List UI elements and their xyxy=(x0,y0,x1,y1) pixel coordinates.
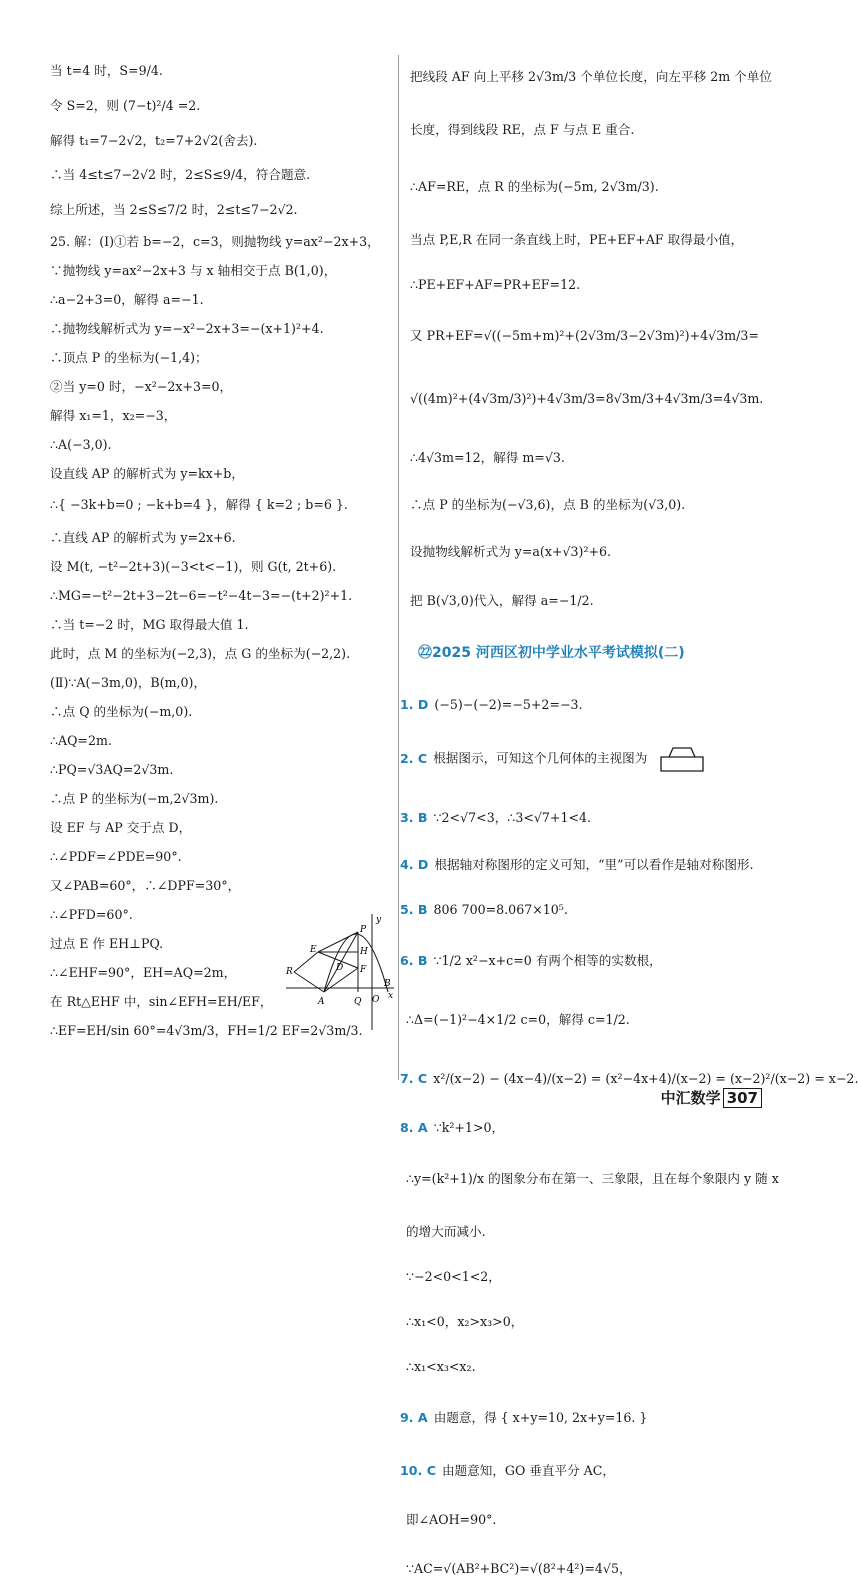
label-h: H xyxy=(360,947,368,957)
solution-line: 过点 E 作 EH⊥PQ. xyxy=(50,936,164,951)
solution-line: ∴抛物线解析式为 y=−x²−2x+3=−(x+1)²+4. xyxy=(50,321,324,336)
solution-line: ∴当 t=−2 时，MG 取得最大值 1. xyxy=(50,617,249,632)
solution-line: ∴当 4≤t≤7−2√2 时，2≤S≤9/4，符合题意. xyxy=(50,167,311,182)
answer-line xyxy=(400,696,750,713)
answer-label: 10. C xyxy=(400,1463,436,1478)
problem-25-heading: 25. 解：(Ⅰ)①若 b=−2，c=3，则抛物线 y=ax²−2x+3， xyxy=(50,234,380,249)
answer-text: ∵2<√7<3，∴3<√7+1<4. xyxy=(433,810,592,825)
label-a: A xyxy=(318,997,325,1007)
solution-line: ∴a−2+3=0，解得 a=−1. xyxy=(50,292,204,307)
solution-line: 设 EF 与 AP 交于点 D， xyxy=(50,820,192,835)
answer-text: x²/(x−2) − (4x−4)/(x−2) = (x²−4x+4)/(x−2) = (x−2)²/(x−2) = x−2. xyxy=(433,1071,858,1086)
footer-brand: 中汇数学 xyxy=(660,1089,721,1107)
answer-label: 6. B xyxy=(400,953,428,968)
answer-text: ∵AC=√(AB²+BC²)=√(8²+4²)=4√5， xyxy=(406,1561,632,1576)
left-column xyxy=(50,62,390,1038)
answer-line xyxy=(400,901,750,918)
solution-line: √((4m)²+(4√3m/3)²)+4√3m/3=8√3m/3+4√3m/3=4√3m. xyxy=(410,391,764,406)
solution-line: 设 M(t, −t²−2t+3)(−3<t<−1)，则 G(t, 2t+6). xyxy=(50,559,337,574)
label-b: B xyxy=(384,979,391,989)
answer-line xyxy=(400,1462,750,1479)
answer-text: ∴x₁<x₃<x₂. xyxy=(406,1359,476,1374)
label-r: R xyxy=(286,967,293,977)
solution-line: 令 S=2，则 (7−t)²/4 =2. xyxy=(50,98,201,113)
parabola xyxy=(324,934,388,992)
answer-text: 即∠AOH=90°. xyxy=(406,1512,497,1527)
answer-text: ∴y=(k²+1)/x 的图象分布在第一、三象限，且在每个象限内 y 随 x xyxy=(406,1171,779,1186)
answer-text: ∵1/2 x²−x+c=0 有两个相等的实数根， xyxy=(433,953,662,968)
line-re xyxy=(294,952,318,972)
section-title: ㉒2025 河西区初中学业水平考试模拟(二) xyxy=(418,645,685,661)
solution-line: 解得 x₁=1，x₂=−3， xyxy=(50,408,177,423)
solution-line: ②当 y=0 时，−x²−2x+3=0， xyxy=(50,379,233,394)
solution-line: ∴AF=RE，点 R 的坐标为(−5m, 2√3m/3). xyxy=(410,179,659,194)
solution-line: 综上所述，当 2≤S≤7/2 时，2≤t≤7−2√2. xyxy=(50,202,298,217)
solution-line: 当点 P,E,R 在同一条直线上时，PE+EF+AF 取得最小值， xyxy=(410,232,744,247)
label-o: O xyxy=(372,995,380,1005)
solution-line: ∴点 P 的坐标为(−m,2√3m). xyxy=(50,791,219,806)
solution-line: 设直线 AP 的解析式为 y=kx+b， xyxy=(50,466,244,481)
solution-line: ∴直线 AP 的解析式为 y=2x+6. xyxy=(50,530,236,545)
solution-line: 解得 t₁=7−2√2，t₂=7+2√2(舍去). xyxy=(50,133,258,148)
answer-text: ∴Δ=(−1)²−4×1/2 c=0，解得 c=1/2. xyxy=(406,1012,630,1027)
answer-line xyxy=(400,809,750,826)
answer-text: ∵−2<0<1<2， xyxy=(406,1269,501,1284)
answer-line xyxy=(400,856,754,873)
answer-line xyxy=(400,745,750,773)
solution-line: 又 PR+EF=√((−5m+m)²+(2√3m/3−2√3m)²)+4√3m/3= xyxy=(410,328,759,343)
solution-line: ∵抛物线 y=ax²−2x+3 与 x 轴相交于点 B(1,0)， xyxy=(50,263,337,278)
answer-line xyxy=(400,1268,750,1285)
answer-text: 由题意，得 { x+y=10, 2x+y=16. } xyxy=(433,1410,648,1425)
answer-label: 4. D xyxy=(400,857,429,872)
label-x: x xyxy=(388,991,394,1001)
answer-text: ∵k²+1>0， xyxy=(433,1120,505,1135)
answer-text: 806 700=8.067×10⁵. xyxy=(433,902,568,917)
answer-text: 根据轴对称图形的定义可知，“里”可以看作是轴对称图形. xyxy=(434,857,754,872)
solution-line: ∴PQ=√3AQ=2√3m. xyxy=(50,762,174,777)
answer-text: (−5)−(−2)=−5+2=−3. xyxy=(434,697,583,712)
answer-text: 根据图示，可知这个几何体的主视图为 xyxy=(433,750,648,766)
label-e: E xyxy=(310,945,317,955)
answer-label: 3. B xyxy=(400,810,428,825)
solution-line: ∴4√3m=12，解得 m=√3. xyxy=(410,450,565,465)
answer-line xyxy=(400,1223,750,1240)
solution-line: ∴∠PFD=60°. xyxy=(50,907,133,922)
answer-label: 1. D xyxy=(400,697,429,712)
page-number: 307 xyxy=(723,1088,762,1108)
answer-line xyxy=(400,1011,750,1028)
solution-line: 把线段 AF 向上平移 2√3m/3 个单位长度，向左平移 2m 个单位 xyxy=(410,69,772,84)
solution-line: ∴MG=−t²−2t+3−2t−6=−t²−4t−3=−(t+2)²+1. xyxy=(50,588,353,603)
solution-line: ∴{ −3k+b=0 ; −k+b=4 }，解得 { k=2 ; b=6 }. xyxy=(50,497,348,512)
answer-line xyxy=(400,1409,750,1426)
solution-line: 又∠PAB=60°，∴∠DPF=30°， xyxy=(50,878,241,893)
solution-line: ∴∠EHF=90°，EH=AQ=2m， xyxy=(50,965,237,980)
label-p: P xyxy=(360,925,367,935)
answer-label: 7. C xyxy=(400,1071,428,1086)
solution-line: 设抛物线解析式为 y=a(x+√3)²+6. xyxy=(410,544,612,559)
geometry-figure xyxy=(284,912,396,1032)
solution-line: 长度，得到线段 RE，点 F 与点 E 重合. xyxy=(410,122,635,137)
solution-line: ∴AQ=2m. xyxy=(50,733,112,748)
answer-line xyxy=(400,1560,750,1577)
answer-line xyxy=(400,1313,750,1330)
label-q: Q xyxy=(354,997,362,1007)
solution-line: 把 B(√3,0)代入，解得 a=−1/2. xyxy=(410,593,594,608)
answer-label: 2. C xyxy=(400,750,428,766)
answer-text: ∴x₁<0，x₂>x₃>0， xyxy=(406,1314,524,1329)
answer-label: 5. B xyxy=(400,902,428,917)
answer-line xyxy=(400,1170,779,1187)
answer-label: 9. A xyxy=(400,1410,428,1425)
solution-line: (Ⅱ)∵A(−3m,0)，B(m,0)， xyxy=(50,675,207,690)
column-divider xyxy=(398,55,399,1080)
solution-line: 在 Rt△EHF 中，sin∠EFH=EH/EF， xyxy=(50,994,273,1009)
solution-line: ∴A(−3,0). xyxy=(50,437,112,452)
answer-line xyxy=(400,1358,750,1375)
label-y: y xyxy=(376,915,382,925)
label-f: F xyxy=(360,965,367,975)
front-view-shape-icon xyxy=(657,745,707,773)
answer-line xyxy=(400,952,750,969)
answer-line xyxy=(400,1511,750,1528)
page-footer xyxy=(661,1087,762,1108)
solution-line: ∴EF=EH/sin 60°=4√3m/3，FH=1/2 EF=2√3m/3. xyxy=(50,1023,363,1038)
solution-line: 此时，点 M 的坐标为(−2,3)，点 G 的坐标为(−2,2). xyxy=(50,646,351,661)
answer-text: 由题意知，GO 垂直平分 AC， xyxy=(441,1463,615,1478)
answer-line xyxy=(400,1119,750,1136)
answer-line xyxy=(400,1070,858,1087)
solution-line: ∴∠PDF=∠PDE=90°. xyxy=(50,849,182,864)
solution-line: ∴点 Q 的坐标为(−m,0). xyxy=(50,704,193,719)
solution-line: ∴点 P 的坐标为(−√3,6)，点 B 的坐标为(√3,0). xyxy=(410,497,686,512)
line-ra xyxy=(294,972,324,992)
solution-line: ∴PE+EF+AF=PR+EF=12. xyxy=(410,277,581,292)
solution-line: 当 t=4 时，S=9/4. xyxy=(50,63,163,78)
label-d: D xyxy=(336,963,344,973)
answer-label: 8. A xyxy=(400,1120,428,1135)
answer-text: 的增大而减小. xyxy=(406,1224,486,1239)
solution-line: ∴顶点 P 的坐标为(−1,4)； xyxy=(50,350,208,365)
